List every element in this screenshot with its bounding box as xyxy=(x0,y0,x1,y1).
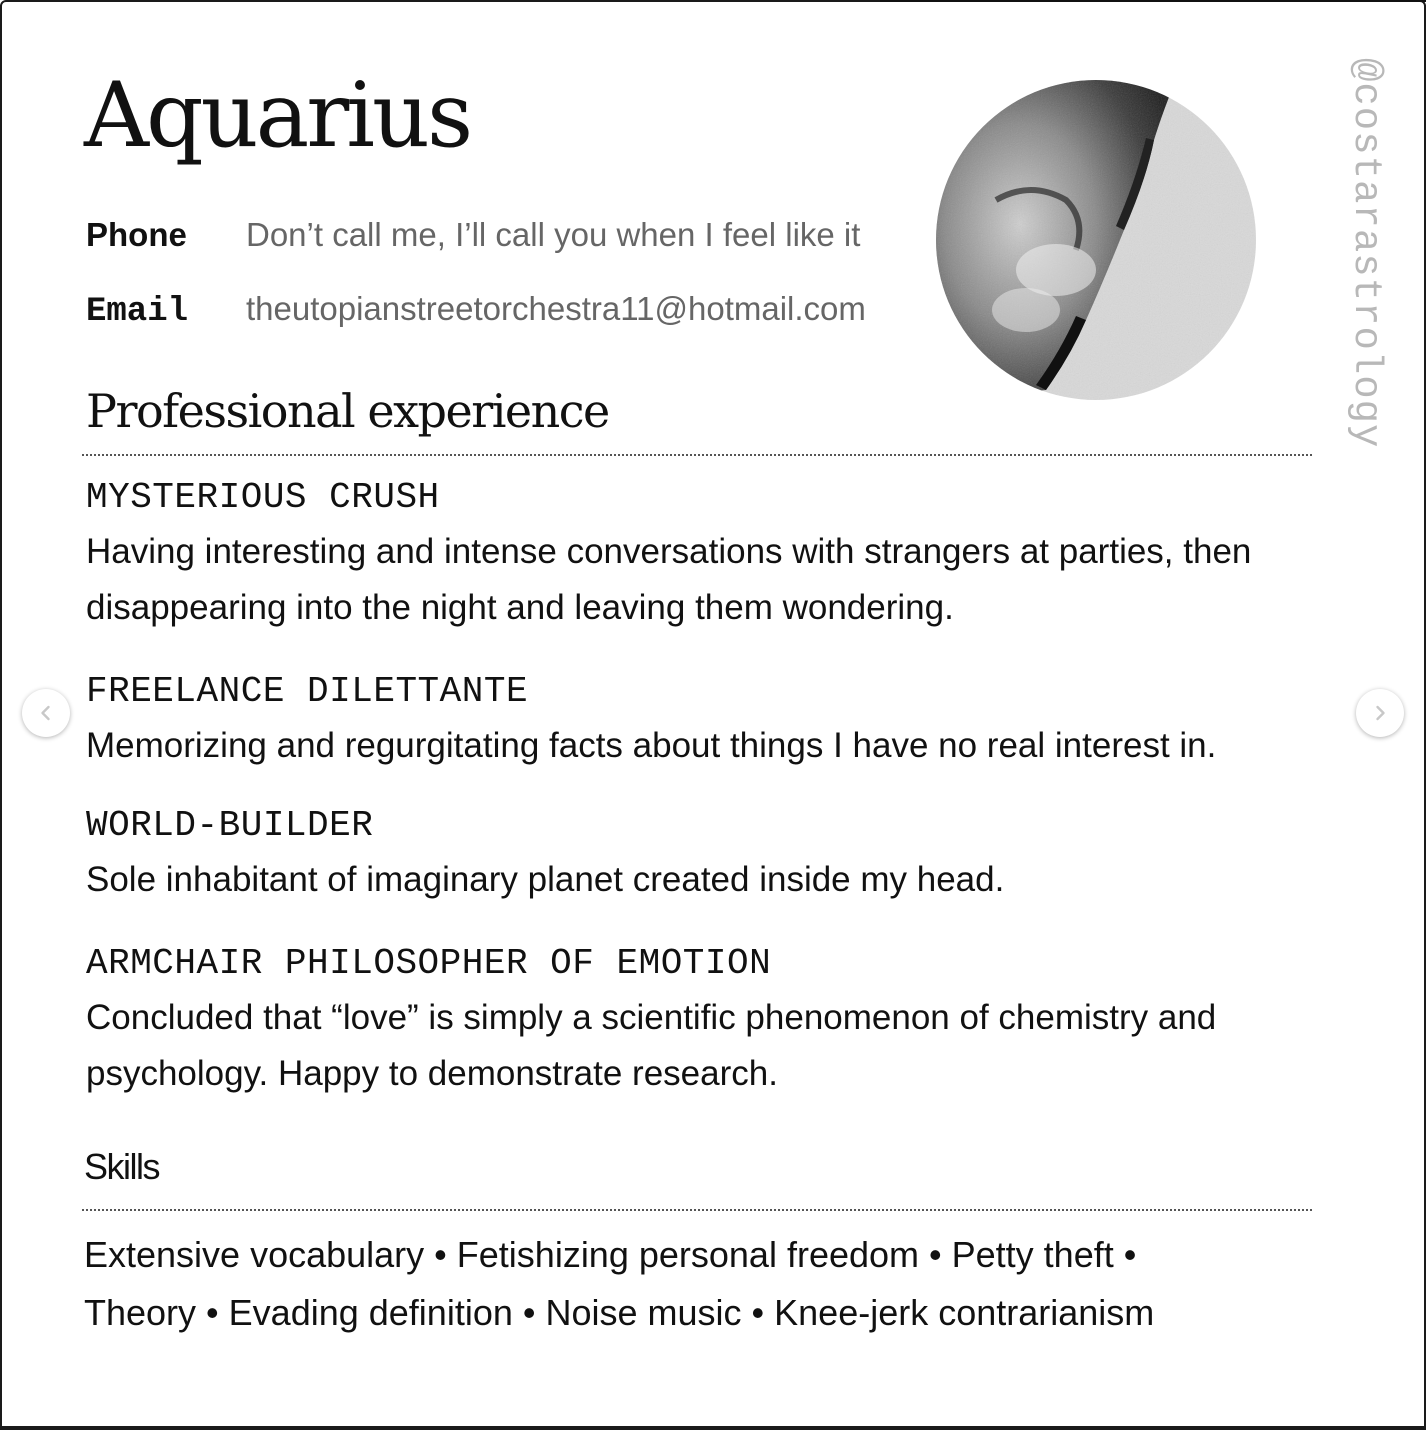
skills-divider xyxy=(82,1209,1312,1211)
skill-item: Petty theft xyxy=(951,1234,1114,1275)
job-title: FREELANCE DILETTANTE xyxy=(86,671,529,712)
job-item xyxy=(86,806,1356,908)
job-description: Memorizing and regurgitating facts about things I have no real interest in. xyxy=(86,726,1217,765)
job-description: Having interesting and intense conversations with strangers at parties, then disappearing into the night and leaving them wondering. xyxy=(86,532,1252,627)
job-title: ARMCHAIR PHILOSOPHER OF EMOTION xyxy=(86,943,772,984)
page-title: Aquarius xyxy=(84,63,471,168)
experience-divider xyxy=(82,454,1312,456)
portrait-artwork xyxy=(936,80,1256,400)
email-label: Email xyxy=(86,293,189,331)
job-description: Concluded that “love” is simply a scientific phenomenon of chemistry and psychology. Happy to demonstrate research. xyxy=(86,998,1217,1093)
skill-separator: • xyxy=(751,1292,765,1333)
portrait-image xyxy=(936,80,1256,400)
skills-heading: Skills xyxy=(84,1146,160,1187)
job-item xyxy=(86,672,1356,774)
email-value: theutopianstreetorchestra11@hotmail.com xyxy=(246,290,866,327)
phone-label: Phone xyxy=(86,216,187,253)
skill-separator: • xyxy=(206,1292,219,1333)
experience-heading: Professional experience xyxy=(86,384,609,438)
job-title: MYSTERIOUS CRUSH xyxy=(86,477,440,518)
skills-list xyxy=(84,1226,1324,1342)
frame-top-line xyxy=(880,0,1426,2)
watermark-handle: @costarastrology xyxy=(1344,58,1388,449)
skill-item: Noise music xyxy=(545,1292,742,1333)
chevron-right-icon xyxy=(1370,703,1390,723)
phone-value: Don’t call me, I’ll call you when I feel like it xyxy=(246,216,861,253)
skill-item: Extensive vocabulary xyxy=(84,1234,425,1275)
skill-item: Evading definition xyxy=(228,1292,513,1333)
skill-item: Fetishizing personal freedom xyxy=(456,1234,920,1275)
phone-row xyxy=(86,216,860,254)
skill-separator: • xyxy=(1123,1234,1137,1275)
skill-separator: • xyxy=(434,1234,447,1275)
chevron-left-icon xyxy=(36,703,56,723)
carousel-prev-button[interactable] xyxy=(22,689,70,737)
job-item xyxy=(86,478,1356,636)
experience-list xyxy=(86,478,1356,1126)
job-description: Sole inhabitant of imaginary planet created inside my head. xyxy=(86,860,1005,899)
frame-bottom-line xyxy=(0,1426,1426,1430)
carousel-next-button[interactable] xyxy=(1356,689,1404,737)
skill-item: Knee-jerk contrarianism xyxy=(774,1292,1155,1333)
email-row xyxy=(86,290,866,331)
job-item xyxy=(86,944,1356,1102)
skill-item: Theory xyxy=(84,1292,197,1333)
job-title: WORLD-BUILDER xyxy=(86,805,374,846)
skill-separator: • xyxy=(929,1234,942,1275)
skill-separator: • xyxy=(522,1292,536,1333)
